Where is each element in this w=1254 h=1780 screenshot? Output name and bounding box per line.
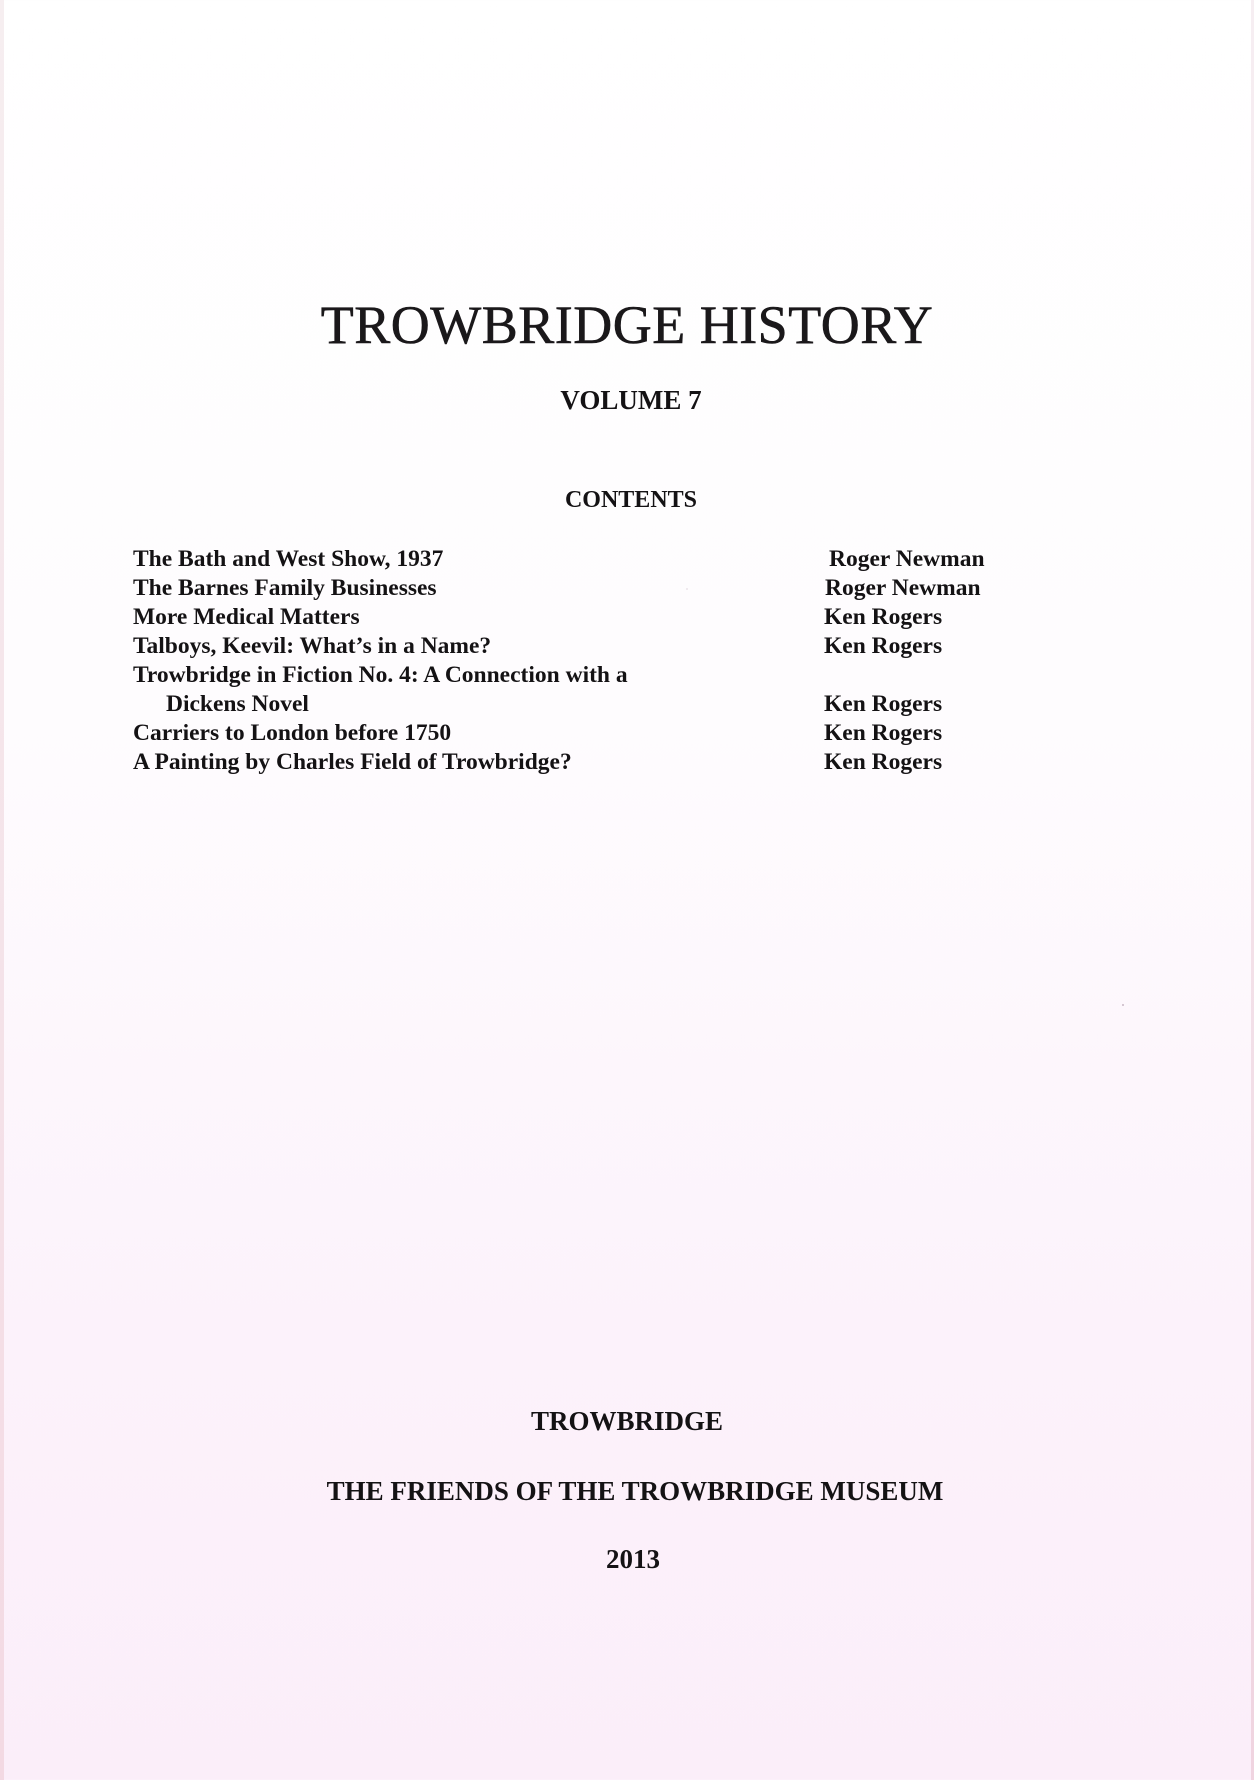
page-edge-left — [0, 0, 4, 1780]
toc-entry-title: The Bath and West Show, 1937 — [133, 546, 444, 572]
toc-entry-author: Ken Rogers — [824, 720, 943, 746]
toc-entry — [133, 632, 1053, 661]
toc-entry-title: More Medical Matters — [133, 604, 360, 630]
toc-entry — [133, 748, 1053, 777]
paper-speck — [686, 588, 688, 590]
imprint-year: 2013 — [606, 1544, 660, 1574]
toc-entry — [133, 545, 1053, 574]
page-title: TROWBRIDGE HISTORY — [320, 295, 934, 356]
contents-heading: CONTENTS — [564, 487, 698, 513]
imprint-publisher: THE FRIENDS OF THE TROWBRIDGE MUSEUM — [326, 1476, 944, 1506]
toc-entry-title: The Barnes Family Businesses — [133, 575, 437, 601]
toc-entry-title — [133, 661, 733, 719]
toc-entry-author: Roger Newman — [829, 546, 985, 572]
toc-entry-title: Carriers to London before 1750 — [133, 720, 452, 746]
toc-entry-author: Ken Rogers — [824, 691, 943, 717]
toc-entry — [133, 603, 1053, 632]
toc-entry-author: Ken Rogers — [824, 604, 943, 630]
imprint-place: TROWBRIDGE — [530, 1406, 724, 1436]
toc-entry-title: A Painting by Charles Field of Trowbridge? — [133, 749, 572, 775]
toc-entry — [133, 719, 1053, 748]
toc-entry-author: Roger Newman — [825, 575, 981, 601]
toc-entry-author: Ken Rogers — [824, 749, 943, 775]
toc-entry — [133, 574, 1053, 603]
toc-entry-author: Ken Rogers — [824, 633, 943, 659]
table-of-contents — [133, 545, 1053, 777]
toc-entry-title: Talboys, Keevil: What’s in a Name? — [133, 633, 492, 659]
toc-entry-title-line2: Dickens Novel — [166, 691, 309, 717]
volume-label: VOLUME 7 — [560, 385, 702, 415]
toc-entry-title-line1: Trowbridge in Fiction No. 4: A Connection with a — [133, 662, 628, 688]
toc-entry — [133, 661, 1053, 719]
paper-speck — [1122, 1004, 1124, 1006]
